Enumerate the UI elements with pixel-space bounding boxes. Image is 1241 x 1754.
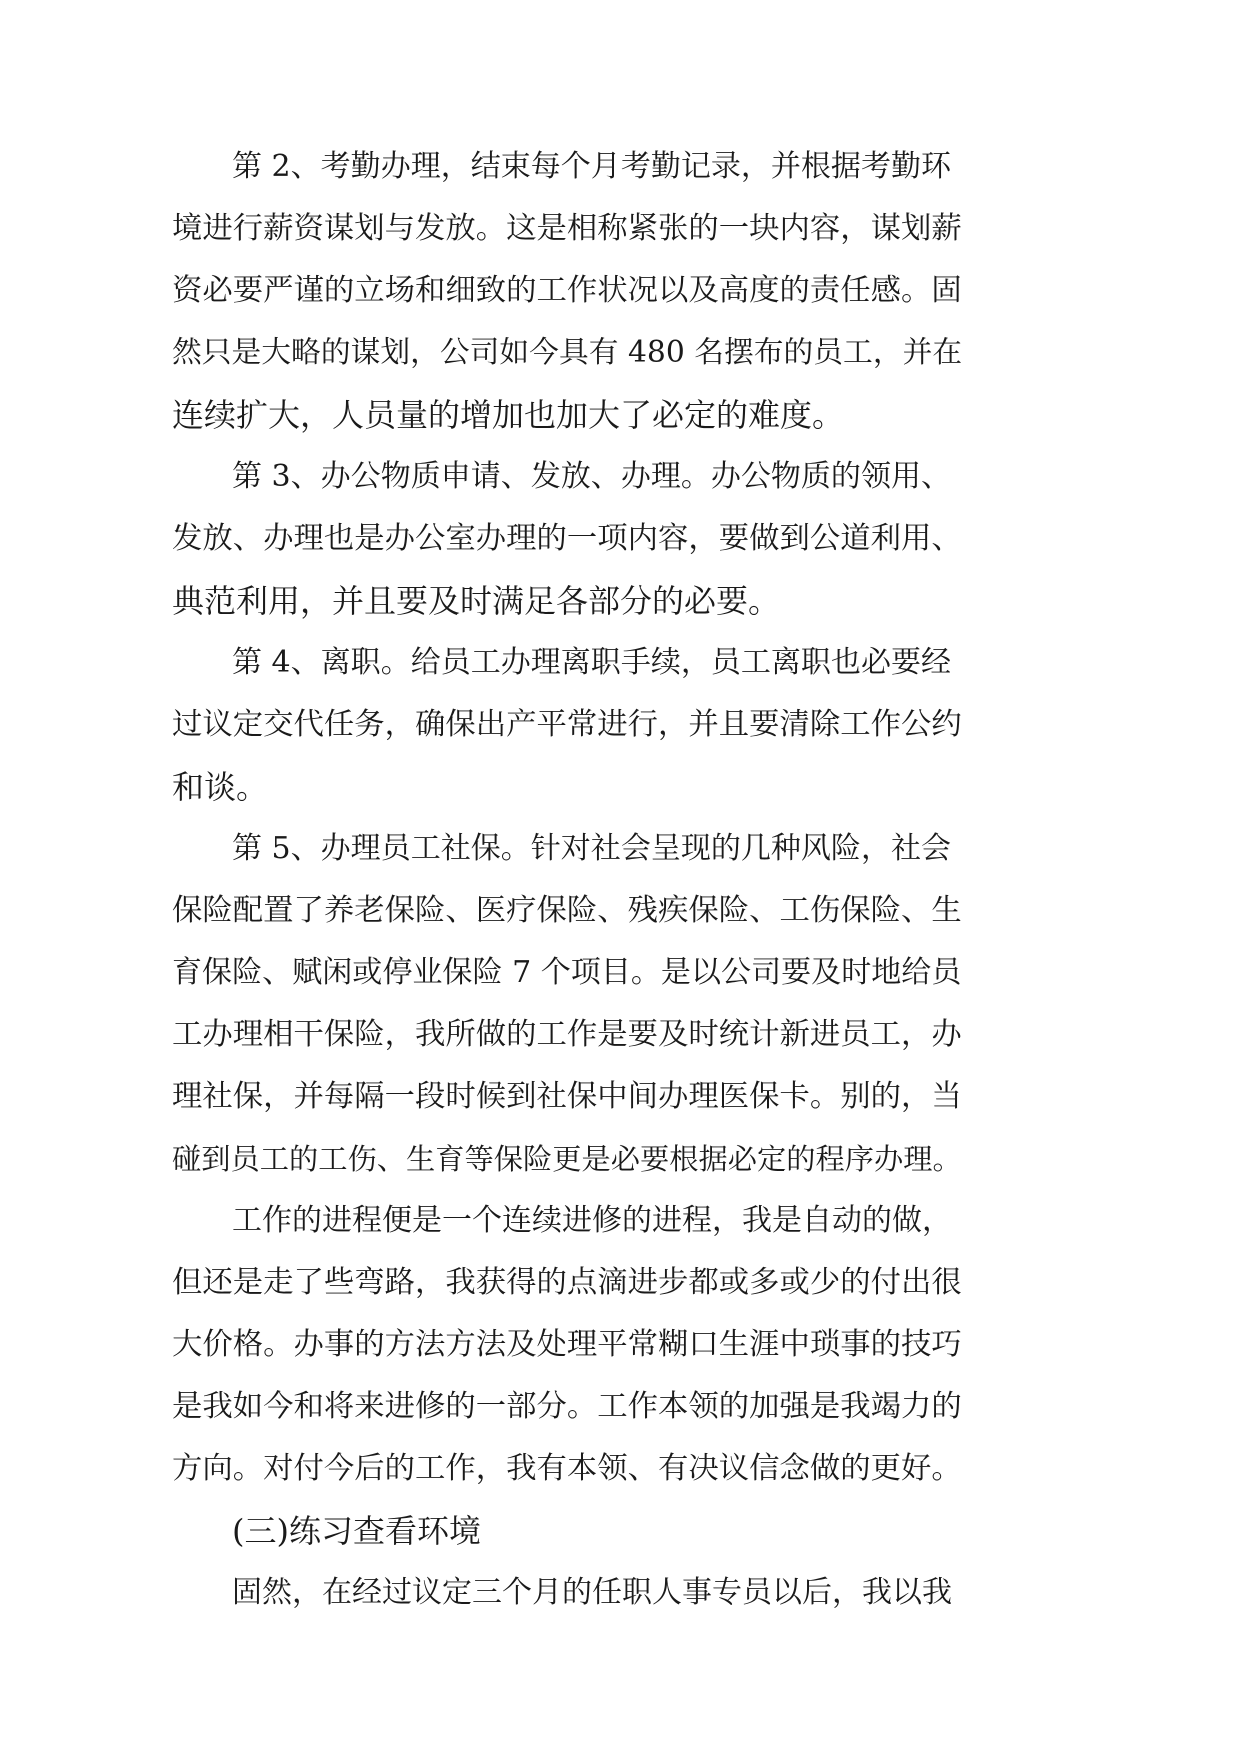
paragraph-6-line-3: 大价格。办事的方法方法及处理平常糊口生涯中琐事的技巧 [172, 1327, 962, 1362]
paragraph-2-line-2: 境进行薪资谋划与发放。这是相称紧张的一块内容，谋划薪 [172, 211, 962, 246]
paragraph-3-line-2: 发放、办理也是办公室办理的一项内容，要做到公道利用、 [172, 521, 962, 556]
paragraph-6-line-1: 工作的进程便是一个连续进修的进程，我是自动的做， [232, 1203, 952, 1238]
paragraph-3-line-3: 典范利用，并且要及时满足各部分的必要。 [172, 582, 781, 620]
paragraph-5-line-6: 碰到员工的工伤、生育等保险更是必要根据必定的程序办理。 [172, 1142, 962, 1176]
paragraph-6-line-2: 但还是走了些弯路，我获得的点滴进步都或多或少的付出很 [172, 1265, 962, 1300]
paragraph-5-line-5: 理社保，并每隔一段时候到社保中间办理医保卡。别的，当 [172, 1079, 962, 1114]
paragraph-4-line-3: 和谈。 [172, 768, 269, 806]
section-heading: (三)练习查看环境 [232, 1512, 481, 1550]
paragraph-4-line-2: 过议定交代任务，确保出产平常进行，并且要清除工作公约 [172, 707, 962, 742]
paragraph-6-line-5: 方向。对付今后的工作，我有本领、有决议信念做的更好。 [172, 1451, 962, 1486]
paragraph-7-line-1: 固然，在经过议定三个月的任职人事专员以后，我以我 [232, 1575, 952, 1610]
paragraph-5-line-3: 育保险、赋闲或停业保险 7 个项目。是以公司要及时地给员 [172, 955, 962, 990]
paragraph-5-line-4: 工办理相干保险，我所做的工作是要及时统计新进员工，办 [172, 1017, 962, 1052]
paragraph-4-line-1: 第 4、离职。给员工办理离职手续，员工离职也必要经 [232, 645, 951, 680]
paragraph-3-line-1: 第 3、办公物质申请、发放、办理。办公物质的领用、 [232, 459, 951, 494]
paragraph-6-line-4: 是我如今和将来进修的一部分。工作本领的加强是我竭力的 [172, 1389, 962, 1424]
paragraph-2-line-4: 然只是大略的谋划，公司如今具有 480 名摆布的员工，并在 [172, 335, 963, 370]
paragraph-2-line-5: 连续扩大，人员量的增加也加大了必定的难度。 [172, 396, 845, 434]
paragraph-5-line-2: 保险配置了养老保险、医疗保险、残疾保险、工伤保险、生 [172, 893, 962, 928]
paragraph-2-line-1: 第 2、考勤办理，结束每个月考勤记录，并根据考勤环 [232, 149, 951, 184]
paragraph-5-line-1: 第 5、办理员工社保。针对社会呈现的几种风险，社会 [232, 831, 951, 866]
paragraph-2-line-3: 资必要严谨的立场和细致的工作状况以及高度的责任感。固 [172, 273, 962, 308]
